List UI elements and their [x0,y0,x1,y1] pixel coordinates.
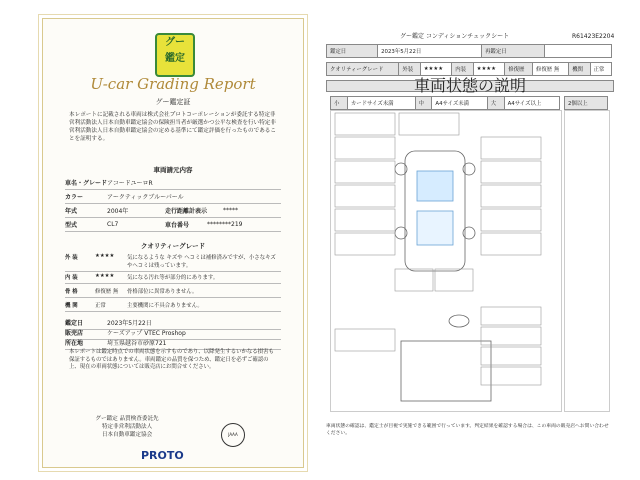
sheet-id: R61423E2204 [572,33,615,40]
int-label: 内装 [452,63,473,76]
quality-label: クオリティーグレード [327,63,399,76]
issue-row: 所在地 埼玉県越谷市砂原721 [65,335,281,350]
car-diagram [331,111,561,411]
jaaa-logo: JAAA [221,423,245,447]
sheet-title: グー鑑定 コンディションチェックシート [400,33,510,40]
damage-legend-panel [564,110,610,412]
goo-badge-logo: グー 鑑定 [155,33,195,77]
size-small-desc: カードサイズ未満 [347,97,415,110]
size-large-desc: A4サイズ以上 [504,97,559,110]
vehicle-section-title: 車両請元内容 [153,166,193,174]
date-table [326,44,612,58]
ext-value: ★★★★ [420,63,452,76]
certificate-note: 本レポートは鑑定時点での車両状態を示すものであり、以降発生するいかなる損害も保証するものではありません。車両鑑定の品質を保つため、鑑定日を必ずご確認の上、現在の車両状態については販売店にお問合せください。 [69,349,274,371]
size-mid-label: 中 [415,97,432,110]
quality-table [326,62,612,76]
certificate-org: グー鑑定 品質検査委託先 特定非営利活動法人 日本自動車鑑定協会 [95,416,159,438]
issue-row: 販売店 ケーズアップ VTEC Proshop [65,325,281,340]
certificate-subtitle: グー鑑定証 [155,98,191,106]
two-or-more-label: 2個以上 [565,97,608,110]
vehicle-row: 年式 2004年 走行距離計表示 ***** [65,203,281,218]
engine-label: 機関 [569,63,590,76]
date-label: 鑑定日 [327,45,378,58]
repair-value: 修復歴 無 [532,63,568,76]
vehicle-row: カラー アークティックブルーパール [65,189,281,204]
desc-title: 車両状態の説明 [326,80,614,92]
repair-label: 修復歴 [505,63,533,76]
certificate-intro: 本レポートに記載される車両は株式会社プロトコーポレーションが委託する特定非営利活動法人日本自動車鑑定協会の保険担当者が厳選かつ公平な検査を行い特定非営利活動法人日本自動車鑑定協会の定める基準にて鑑定評価を行ったものであることを証明する。 [69,112,276,142]
size-mid-desc: A4サイズ未満 [432,97,487,110]
quality-row: 内 装 ★★★★ 気になる汚れ等が部分的にあります。 [65,271,281,284]
quality-row: 骨 格 修復歴 無 骨格部位に異常ありません。 [65,285,281,298]
diagram-area [330,110,562,412]
quality-row: 外 装 ★★★★ 気になるような キズや ヘコミは補修済みですが、小さなキズやヘコミは残っています。 [65,251,281,272]
quality-row: 機 関 正常 主要機関に不具合ありません。 [65,299,281,312]
sheet-bottom-note: 車両状態の確認は、鑑定士が目視で実施できる範囲で行っています。判定結果を確認する場合は、この車両の販売店へお問い合わせください。 [326,424,609,436]
vehicle-row: 型式 CL7 車台番号 ********219 [65,217,281,232]
size-large-label: 大 [487,97,504,110]
certificate-panel [42,18,304,468]
recheck-label: 再鑑定日 [482,45,545,58]
engine-value: 正常 [590,63,611,76]
size-table [330,96,560,110]
quality-section-title: クオリティーグレード [140,242,206,250]
certificate-title: U-car Grading Report [90,75,256,93]
vehicle-row: 車名・グレード アコードユーロR [65,175,281,190]
int-value: ★★★★ [473,63,505,76]
proto-logo: PROTO [141,449,184,462]
size-small-label: 小 [331,97,348,110]
ext-label: 外装 [399,63,420,76]
issue-row: 鑑定日 2023年5月22日 [65,315,281,330]
date-value: 2023年5月22日 [378,45,482,58]
damage-count-table [564,96,608,110]
recheck-value [545,45,612,58]
